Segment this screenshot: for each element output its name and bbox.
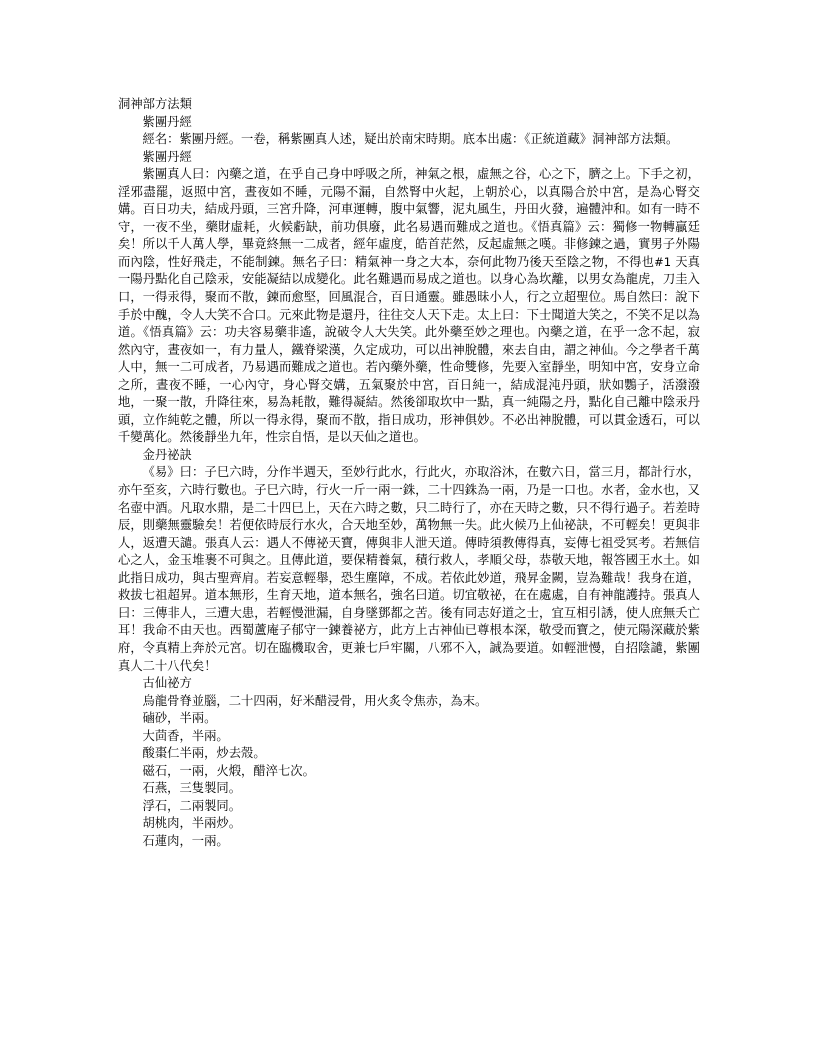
- paragraph-inner-elixir-discourse: 紫團真人曰：內藥之道，在乎自己身中呼吸之所，神氣之根，虛無之谷，心之下，臍之上。下手之初，淫邪盡罷，返照中宮，晝夜如不睡，元陽不漏，自然腎中火起，上朝於心，以真陽合於中宮，是為心腎交媾。百日功夫，結成丹頭，三宮升降，河車運轉，腹中氣響，泥丸風生，丹田火發，遍體沖和。如有一時不守，一夜不坐，藥財虛耗，火候虧缺，前功俱廢，此名易遇而難成之道也。《悟真篇》云：獨修一物轉贏廷矣！所以千人萬人學，畢竟終無一二成者，經年虛度，皓首茫然，反起虛無之嘆。非修鍊之過，實男子外陽而內陰，性好飛走，不能制鍊。無名子曰：精氣神一身之大本，奈何此物乃後天至陰之物，不得也#1 天真一陽丹點化自己陰汞，安能凝結以成變化。此名難遇而易成之道也。以身心為坎離，以男女為龍虎，刀圭入口，一得汞得，聚而不散，鍊而愈堅，回風混合，百日通靈。雖愚昧小人，行之立超聖位。馬自然曰：說下手於中醜，令人大笑不合口。元來此物是還丹，往往交人天下走。太上曰：下士聞道大笑之，不笑不足以為道。《悟真篇》云：功夫容易藥非遙，說破令人大失笑。此外藥至妙之理也。內藥之道，在乎一念不起，寂然內守，晝夜如一，有力量人，鐵脊梁漢，久定成功，可以出神脫體，來去自由，謂之神仙。今之學者千萬人中，無一二可成者，乃易遇而難成之道也。若內藥外藥，性命雙修，先要入室靜坐，明知中宮，安身立命之所，晝夜不睡，一心內守，身心腎交媾，五氣聚於中宮，百日純一，結成混沌丹頭，狀如鸚子，活潑潑地，一聚一散，升降往來，易為耗散，難得凝結。然後卻取坎中一點，真一純陽之丹，點化自己離中陰汞丹頭，立作純乾之體，所以一得永得，聚而不散，指日成功，形神俱妙。不必出神脫體，可以貫金透石，可以千變萬化。然後靜坐九年，性宗自悟，是以天仙之道也。: [118, 167, 700, 445]
- recipe-ingredient-item: 酸棗仁半兩，炒去殼。: [142, 746, 266, 761]
- section-heading-zituan-danjing-title: 紫團丹經: [142, 114, 192, 129]
- recipe-ingredient-item: 浮石，二兩製同。: [142, 798, 242, 813]
- section-heading-guxian-mifang: 古仙祕方: [142, 676, 192, 691]
- section-heading-zituan-danjing-text: 紫團丹經: [142, 149, 192, 164]
- recipe-ingredient-item: 石蓮肉，一兩。: [142, 833, 229, 848]
- recipe-ingredient-item: 磠砂，半兩。: [142, 711, 217, 726]
- recipe-ingredient-item: 磁石，一兩，火煅，醋淬七次。: [142, 763, 315, 778]
- category-line: 洞神部方法類: [118, 97, 192, 111]
- recipe-ingredient-item: 大茴香，半兩。: [142, 728, 229, 743]
- document-body: [118, 96, 700, 851]
- paragraph-golden-elixir-secret-formula: 《易》曰：子巳六時，分作半週天，至妙行此水，行此火，亦取浴沐，在數六日，當三月，都計行水，亦午至亥，六時行數也。子巳六時，行火一斤一兩一銖，二十四銖為一兩，乃是一口也。水者，金水也，又名壺中酒。凡取水鼎，是二十四巳上，天在六時之數，只二時行了，亦在天時之數，只不得行過子。若差時辰，則藥無靈驗矣！若便依時辰行水火，合天地至妙，萬物無一失。此火候乃上仙祕訣，不可輕矣！更與非人，返遭天譴。張真人云：遇人不傳祕天寶，傳與非人泄天道。傳時須教傳得真，妄傳七祖受冥考。若無信心之人，金玉堆裹不可與之。且傳此道，要保精養氣，積行救人，孝順父母，恭敬天地，報答國王水土。如此指日成功，與古聖齊肩。若妄意輕舉，恐生塵障，不成。若依此妙道，飛昇金闕，豈為難哉！我身在道，救拔七祖超昇。道本無形，生育天地，道本無名，強名曰道。切宜敬祕，在在處處，自有神龍護持。張真人曰：三傳非人，三遭大患，若輕慢泄漏，自身墜鄧都之苦。後有同志好道之士，宜互相引誘，使人庶無夭亡耳！我命不由天也。西蜀蘆庵子郁守一鍊養祕方，此方上古神仙已尊根本深，敬受而寶之，使元陽深藏於紫府，令真精上奔於元宮。切在臨機取舍，更兼七戶牢關，八邪不入，誠為要道。如輕泄慢，自招陰譴，紫團真人二十八代矣！: [118, 465, 700, 673]
- recipe-ingredient-item: 石燕，三隻製同。: [142, 781, 242, 796]
- footnote-reference-marker: #1: [654, 254, 672, 269]
- recipe-ingredient-item: 烏龍骨脊並腦，二十四兩，好米醋浸骨，用火炙令焦赤，為末。: [142, 693, 488, 708]
- section-heading-jindan-mijue: 金丹祕訣: [142, 447, 192, 462]
- recipe-ingredient-item: 胡桃肉，半兩炒。: [142, 816, 242, 831]
- recipe-ingredient-list: [118, 693, 700, 851]
- paragraph-bibliographic-note: 經名：紫團丹經。一卷，稱紫團真人述，疑出於南宋時期。底本出處：《正統道藏》洞神部方法類。: [142, 132, 679, 147]
